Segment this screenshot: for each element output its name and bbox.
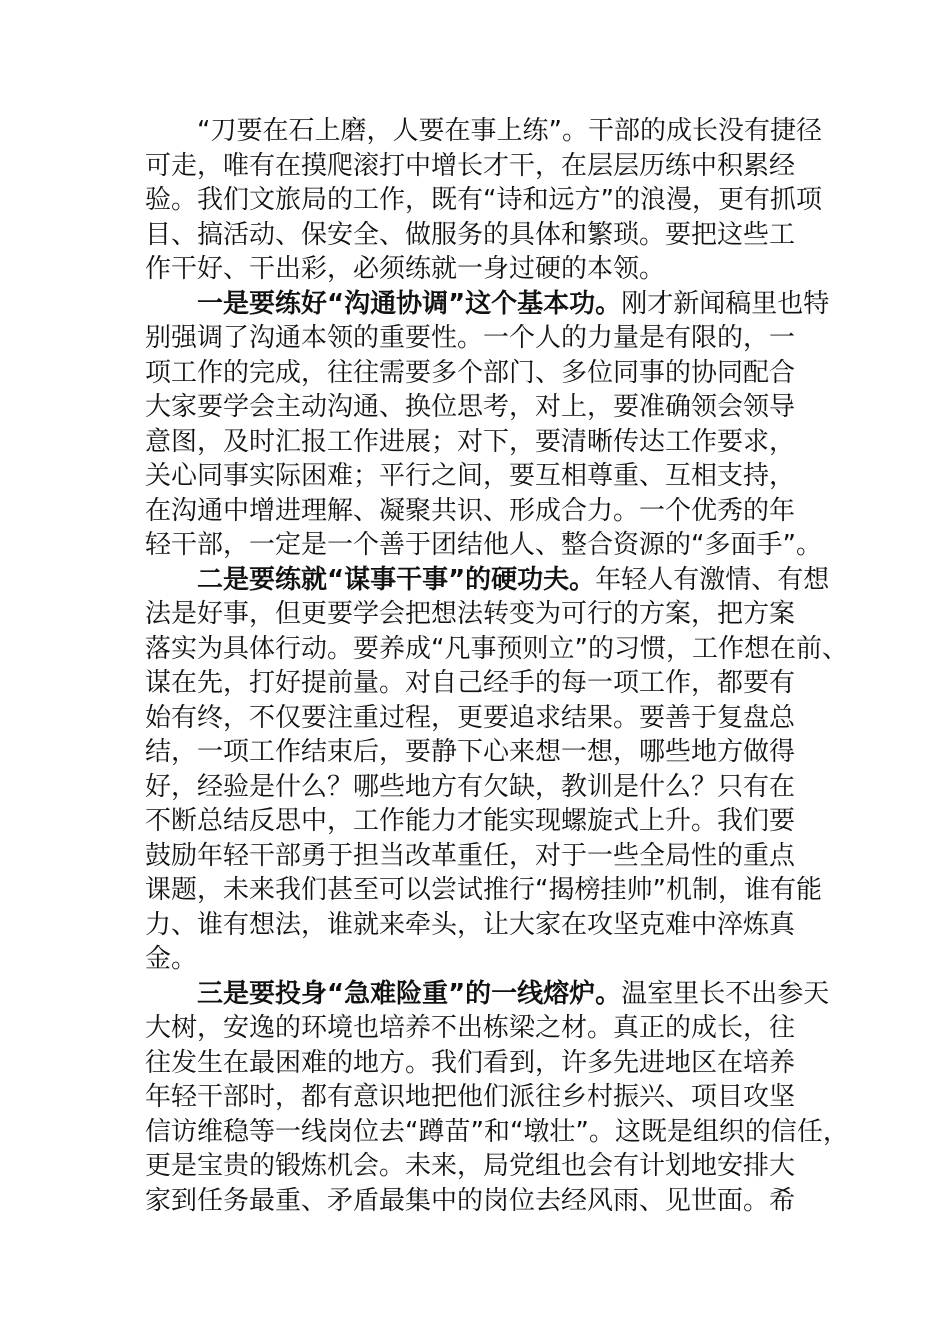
paragraph-execution	[145, 563, 848, 977]
text-line: 目、搞活动、保安全、做服务的具体和繁琐。要把这些工	[145, 219, 796, 250]
paragraph-communication	[145, 287, 830, 563]
text-line: 法是好事，但更要学会把想法转变为可行的方案，把方案	[145, 599, 796, 629]
text-line: 别强调了沟通本领的重要性。一个人的力量是有限的，一	[145, 323, 796, 353]
text-line: 轻干部，一定是一个善于团结他人、整合资源的“多面手”。	[145, 530, 822, 560]
section-heading: 一是要练好“沟通协调”这个基本功。	[197, 288, 622, 319]
section-heading: 二是要练就“谋事干事”的硬功夫。	[197, 564, 596, 595]
text-line: 信访维稳等一线岗位去“蹲苗”和“墩壮”。这既是组织的信任，	[145, 1116, 849, 1147]
section-heading: 三是要投身“急难险重”的一线熔炉。	[197, 978, 622, 1009]
text-line: 大家要学会主动沟通、换位思考，对上，要准确领会领导	[145, 392, 796, 422]
text-line: 始有终，不仅要注重过程，更要追求结果。要善于复盘总	[145, 702, 796, 733]
text-line: “刀要在石上磨，人要在事上练”。干部的成长没有捷径	[197, 116, 822, 146]
text-run: 年轻人有激情、有想	[595, 564, 830, 595]
text-line: 意图，及时汇报工作进展；对下，要清晰传达工作要求，	[145, 426, 796, 457]
text-line: 课题，未来我们甚至可以尝试推行“揭榜挂帅”机制，谁有能	[145, 875, 822, 905]
text-line: 年轻干部时，都有意识地把他们派往乡村振兴、项目攻坚	[145, 1082, 796, 1112]
text-line	[145, 287, 830, 322]
text-line: 在沟通中增进理解、凝聚共识、形成合力。一个优秀的年	[145, 495, 796, 526]
text-line: 项工作的完成，往往需要多个部门、多位同事的协同配合	[145, 357, 796, 388]
text-line: 鼓励年轻干部勇于担当改革重任，对于一些全局性的重点	[145, 840, 796, 871]
text-line: 谋在先，打好提前量。对自己经手的每一项工作，都要有	[145, 668, 796, 698]
document-body	[145, 114, 849, 1218]
text-line: 落实为具体行动。要养成“凡事预则立”的习惯，工作想在前、	[145, 633, 848, 664]
text-line: 验。我们文旅局的工作，既有“诗和远方”的浪漫，更有抓项	[145, 185, 822, 215]
text-run: 温室里长不出参天	[621, 978, 830, 1009]
paragraph-intro	[145, 114, 822, 287]
text-line: 结，一项工作结束后，要静下心来想一想，哪些地方做得	[145, 737, 796, 767]
text-run: 刚才新闻稿里也特	[621, 288, 830, 319]
text-line: 可走，唯有在摸爬滚打中增长才干，在层层历练中积累经	[145, 150, 796, 181]
text-line: 好，经验是什么？哪些地方有欠缺，教训是什么？只有在	[145, 771, 796, 802]
text-line: 家到任务最重、矛盾最集中的岗位去经风雨、见世面。希	[145, 1185, 796, 1216]
text-line: 金。	[145, 944, 198, 974]
text-line: 关心同事实际困难；平行之间，要互相尊重、互相支持，	[145, 461, 796, 491]
text-line	[145, 563, 830, 598]
text-line: 往发生在最困难的地方。我们看到，许多先进地区在培养	[145, 1047, 796, 1078]
paragraph-frontline	[145, 977, 849, 1219]
text-line: 不断总结反思中，工作能力才能实现螺旋式上升。我们要	[145, 806, 796, 836]
text-line: 力、谁有想法，谁就来牵头，让大家在攻坚克难中淬炼真	[145, 909, 796, 940]
text-line: 大树，安逸的环境也培养不出栋梁之材。真正的成长，往	[145, 1013, 796, 1043]
text-line: 更是宝贵的锻炼机会。未来，局党组也会有计划地安排大	[145, 1151, 796, 1181]
text-line	[145, 977, 830, 1012]
text-line: 作干好、干出彩，必须练就一身过硬的本领。	[145, 254, 666, 284]
